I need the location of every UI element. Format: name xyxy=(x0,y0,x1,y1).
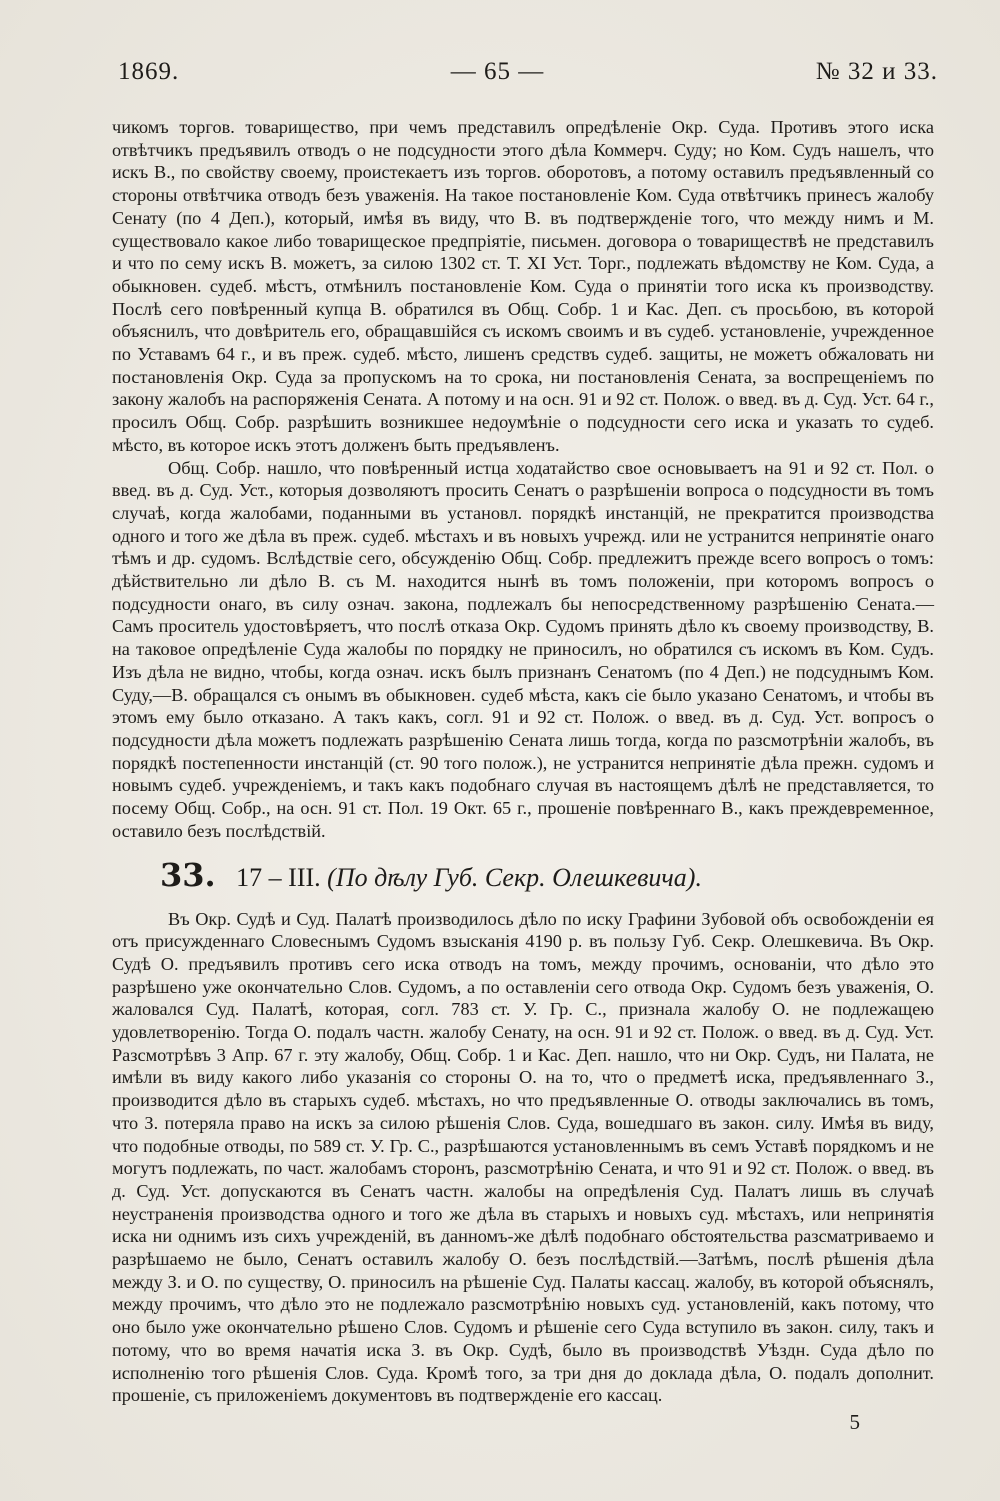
header-page-number: — 65 — xyxy=(450,58,545,85)
header-issue-number: № 32 и 33. xyxy=(815,58,938,85)
case-title: (По дѣлу Губ. Секр. Олешкевича). xyxy=(327,862,702,892)
paragraph-case-33: Въ Окр. Судѣ и Суд. Палатѣ производилось дѣло по иску Графини Зубовой объ освобожденіи ея отъ присужденнаго Словеснымъ Судомъ взысканія 4190 р. въ пользу Губ. Секр. Олешкевича. Въ Окр. Судѣ О. предъявилъ противъ сего иска отводъ на томъ, между прочимъ, основаніи, что дѣло это разрѣшено уже окончательно Слов. Судомъ, а по оставленіи сего отвода Окр. Судомъ безъ уваженія, О. жаловался Суд. Палатѣ, которая, согл. 783 ст. У. Гр. С., признала жалобу О. не подлежащею удовлетворенію. Тогда О. подалъ частн. жалобу Сенату, на осн. 91 и 92 ст. Полож. о введ. въ д. Суд. Уст. Разсмотрѣвъ 3 Апр. 67 г. эту жалобу, Общ. Собр. 1 и Кас. Деп. нашло, что ни Окр. Судъ, ни Палата, не имѣли въ виду какого либо указанія со стороны О. на то, что о предметѣ иска, предъявленнаго З., производится дѣло въ старыхъ судеб. мѣстахъ, но что предъявленные О. отводы заключались въ томъ, что З. потеряла право на искъ за силою рѣшенія Слов. Суда, вошедшаго въ закон. силу. Имѣя въ виду, что подобные отводы, по 589 ст. У. Гр. С., разрѣшаются установленнымъ въ семъ Уставѣ порядкомъ и не могутъ подлежать, по част. жалобамъ сторонъ, разсмотрѣнію Сената, и что 91 и 92 ст. Полож. о введ. въ д. Суд. Уст. допускаются въ Сенатъ частн. жалобы на опредѣленія Суд. Палатъ лишь въ случаѣ неустраненія производства одного и того же дѣла въ старыхъ и новыхъ суд. мѣстахъ, или непринятія иска ни однимъ изъ сихъ учрежденій, въ данномъ-же дѣлѣ подобнаго обстоятельства разсматриваемо и разрѣшаемо не было, Сенатъ оставилъ жалобу О. безъ послѣдствій.—Затѣмъ, послѣ рѣшенія дѣла между З. и О. по существу, О. приносилъ на рѣшеніе Суд. Палаты кассац. жалобу, въ которой объяснялъ, между прочимъ, что дѣло это не подлежало разсмотрѣнію новыхъ суд. установленій, какъ потому, что оно было уже окончательно рѣшено Слов. Судомъ и рѣшеніе сего Суда вступило въ закон. силу, такъ и потому, что во время начатія иска З. въ Окр. Судѣ, было въ производствѣ Уѣздн. Суда дѣло по исполненію того рѣшенія Слов. Суда. Кромѣ того, за три дня до доклада дѣла, О. подалъ дополнит. прошеніе, съ приложеніемъ документовъ въ подтвержденіе его кассац. xyxy=(112,908,934,1406)
case-date: 17 – III. xyxy=(236,862,321,892)
case-heading xyxy=(160,855,934,894)
page-header xyxy=(118,58,938,98)
signature-mark: 5 xyxy=(849,1410,860,1434)
paragraph-general-assembly: Общ. Собр. нашло, что повѣренный истца ходатайство свое основываетъ на 91 и 92 ст. Пол. о введ. въ д. Суд. Уст., которыя дозволяютъ просить Сенатъ о разрѣшеніи вопроса о подсудности въ томъ случаѣ, когда жалобами, поданными въ установл. порядкѣ инстанцій, не прекратится производства одного и того же дѣла въ преж. судеб. мѣстахъ и въ новыхъ учрежд. или не устранится непринятіе онаго тѣмъ и др. судомъ. Вслѣдствіе сего, обсужденію Общ. Собр. предлежитъ прежде всего вопросъ о томъ: дѣйствительно ли дѣло В. съ М. находится нынѣ въ томъ положеніи, при которомъ вопросъ о подсудности онаго, въ силу означ. закона, подлежалъ бы непосредственному разрѣшенію Сената.— Самъ проситель удостовѣряетъ, что послѣ отказа Окр. Судомъ принять дѣло къ своему производству, В. на таковое опредѣленіе Суда жалобы по порядку не приносилъ, но обратился съ искомъ въ Ком. Судъ. Изъ дѣла не видно, чтобы, когда означ. искъ былъ признанъ Сенатомъ (по 4 Деп.) не подсуднымъ Ком. Суду,—В. обращался съ онымъ въ обыкновен. судеб мѣста, какъ сіе было указано Сенатомъ, и чтобы въ этомъ ему было отказано. А такъ какъ, согл. 91 и 92 ст. Полож. о введ. въ д. Суд. Уст. вопросъ о подсудности дѣла можетъ подлежать разрѣшенію Сената лишь тогда, когда по разсмотрѣніи жалобъ, въ порядкѣ постепенности инстанцій (ст. 90 того полож.), не устранится непринятіе дѣла прежн. судомъ и новымъ судеб. учрежденіемъ, и такъ какъ подобнаго случая въ настоящемъ дѣлѣ не представляется, то посему Общ. Собр., на осн. 91 ст. Пол. 19 Окт. 65 г., прошеніе повѣреннаго В., какъ преждевременное, оставило безъ послѣдствій. xyxy=(112,457,934,841)
paragraph-continuation: чикомъ торгов. товарищество, при чемъ представилъ опредѣленіе Окр. Суда. Противъ этого иска отвѣтчикъ предъявилъ отводъ о не подсудности этого дѣла Коммерч. Суду; но Ком. Судъ нашелъ, что искъ В., по свойству своему, проистекаетъ изъ торгов. оборотовъ, а потому оставилъ предъявленный со стороны отвѣтчика отводъ безъ уваженія. На такое постановленіе Ком. Суда отвѣтчикъ принесъ жалобу Сенату (по 4 Деп.), который, имѣя въ виду, что В. въ подтвержденіе того, что между нимъ и М. существовало какое либо товарищеское предпріятіе, письмен. договора о товариществѣ не представилъ и что по сему искъ В. можетъ, за силою 1302 ст. Т. XI Уст. Торг., подлежать вѣдомству не Ком. Суда, а обыкновен. судеб. мѣстъ, отмѣнилъ постановленіе Ком. Суда о принятіи того иска къ производству. Послѣ сего повѣренный купца В. обратился въ Общ. Собр. 1 и Кас. Деп. съ просьбою, въ которой объяснилъ, что довѣритель его, обращавшійся съ искомъ своимъ и въ судеб. установленіе, учрежденное по Уставамъ 64 г., и въ преж. судеб. мѣсто, лишенъ средствъ судеб. защиты, не можетъ обжаловать ни постановленія Окр. Суда за пропускомъ на то срока, ни постановленія Сената, за воспрещеніемъ по закону жалобъ на распоряженія Сената. А потому и на осн. 91 и 92 ст. Полож. о введ. въ д. Суд. Уст. 64 г., просилъ Общ. Собр. разрѣшить возникшее недоумѣніе о подсудности сего иска и указать то судеб. мѣсто, въ которое искъ этотъ долженъ быть предъявленъ. xyxy=(112,117,934,455)
body-text xyxy=(112,116,934,1407)
header-year: 1869. xyxy=(118,58,180,85)
case-number: 33. xyxy=(160,855,216,894)
